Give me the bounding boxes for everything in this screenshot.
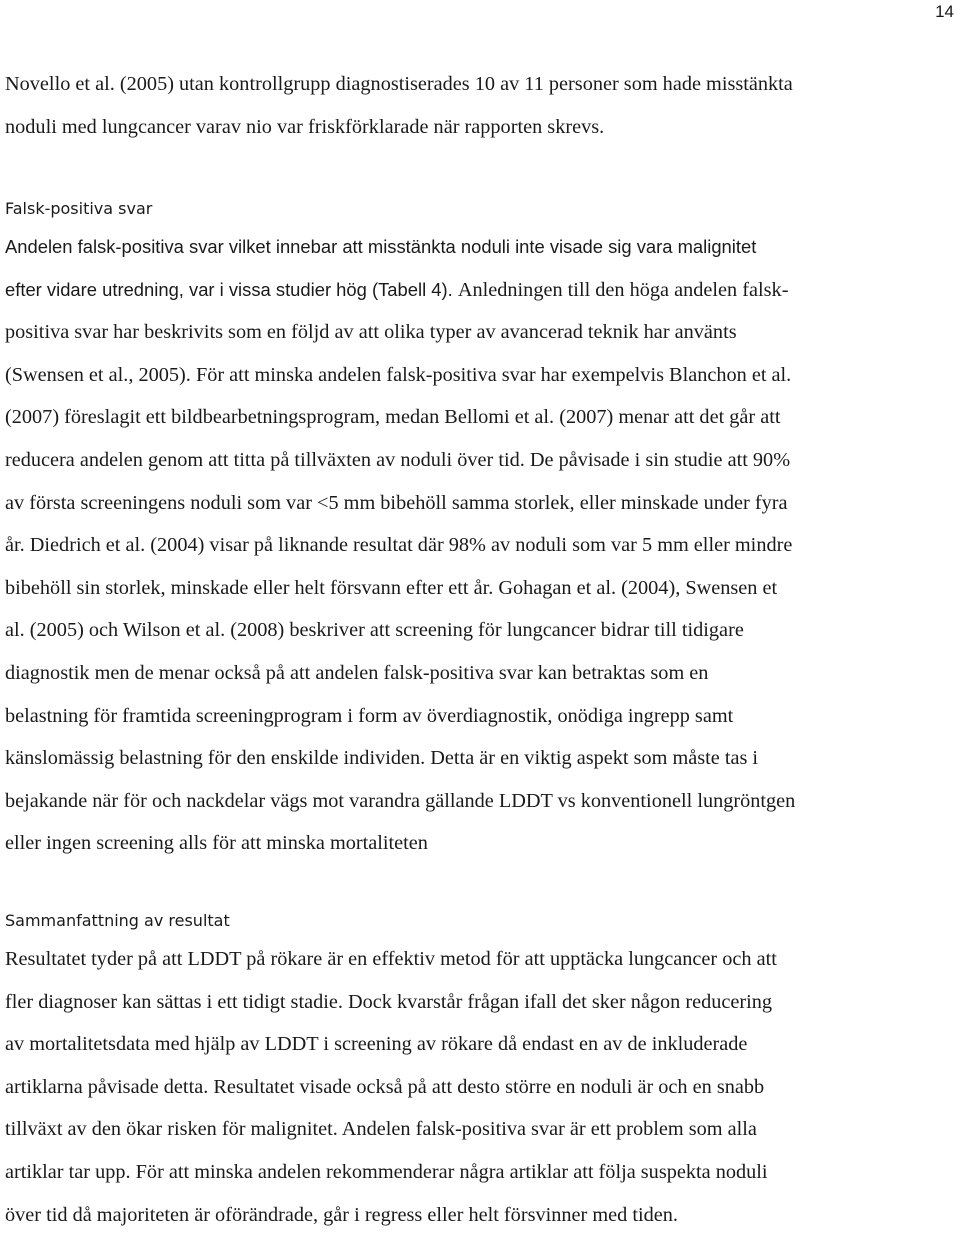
false-positive-paragraph-sans-part: Andelen falsk-positiva svar vilket innebar att misstänkta noduli inte visade sig vara malignitet efter vidare utredning, var i vissa studier hög (Tabell 4). [5, 236, 757, 300]
false-positive-paragraph [5, 226, 955, 865]
intro-paragraph: Novello et al. (2005) utan kontrollgrupp diagnostiserades 10 av 11 personer som hade misstänkta noduli med lungcancer varav nio var friskförklarade när rapporten skrevs. [5, 73, 793, 138]
page-number: 14 [935, 2, 954, 21]
false-positive-paragraph-serif-part: Anledningen till den höga andelen falsk- positiva svar har beskrivits som en följd av att olika typer av avancerad teknik har använts (Swensen et al., 2005). För att minska andelen falsk-positiva svar har exempelvis Blanchon et al. (2007) föreslagit ett bildbearbetningsprogram, medan Bellomi et al. (2007) menar att det går att reducera andelen genom att titta på tillväxten av noduli över tid. De påvisade i sin studie att 90% av första screeningens noduli som var <5 mm bibehöll samma storlek, eller minskade under fyra år. Diedrich et al. (2004) visar på liknande resultat där 98% av noduli som var 5 mm eller mindre bibehöll sin storlek, minskade eller helt försvann efter ett år. Gohagan et al. (2004), Swensen et al. (2005) och Wilson et al. (2008) beskriver att screening för lungcancer bidrar till tidigare diagnostik men de menar också på att andelen falsk-positiva svar kan betraktas som en belastning för framtida screeningprogram i form av överdiagnostik, onödiga ingrepp samt känslomässig belastning för den enskilde individen. Detta är en viktig aspekt som måste tas i bejakande när för och nackdelar vägs mot varandra gällande LDDT vs konventionell lungröntgen eller ingen screening alls för att minska mortaliteten [5, 278, 796, 855]
section-heading-summary: Sammanfattning av resultat [5, 911, 230, 930]
summary-paragraph: Resultatet tyder på att LDDT på rökare är en effektiv metod för att upptäcka lungcancer och att fler diagnoser kan sättas i ett tidigt stadie. Dock kvarstår frågan ifall det sker någon reducering av mortalitetsdata med hjälp av LDDT i screening av rökare då endast en av de inkluderade artiklarna påvisade detta. Resultatet visade också på att desto större en noduli är och en snabb tillväxt av den ökar risken för malignitet. Andelen falsk-positiva svar är ett problem som alla artiklar tar upp. För att minska andelen rekommenderar några artiklar att följa suspekta noduli över tid då majoriteten är oförändrade, går i regress eller helt försvinner med tiden. [5, 948, 777, 1226]
section-heading-false-positive: Falsk-positiva svar [5, 199, 153, 218]
